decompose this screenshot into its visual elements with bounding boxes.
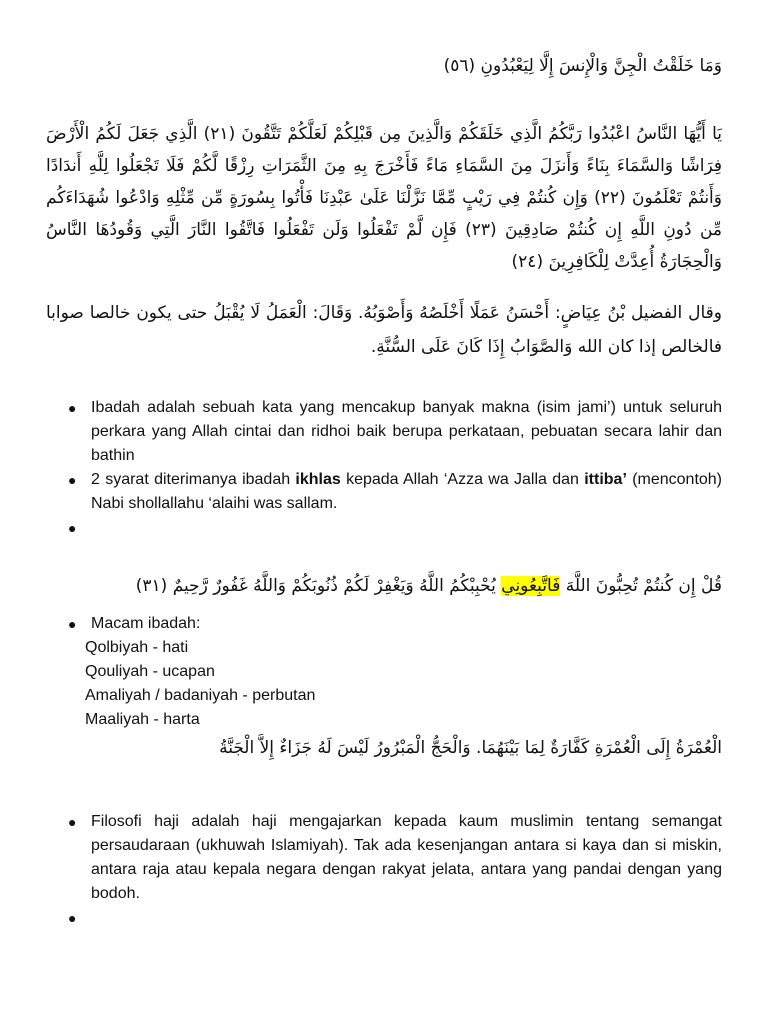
list-item xyxy=(46,396,722,468)
bullet-icon: ● xyxy=(68,472,77,488)
list-line: Qolbiyah - hati xyxy=(85,639,189,656)
bullet-icon: ● xyxy=(68,616,77,632)
list-line: Maaliyah - harta xyxy=(85,711,200,728)
macam-ibadah-lines xyxy=(85,636,315,732)
bullet-icon: ● xyxy=(68,520,77,536)
highlighted-word: فَاتَّبِعُونِي xyxy=(501,576,561,596)
list-item-text: Ibadah adalah sebuah kata yang mencakup banyak makna (isim jami’) untuk seluruh perkara yang Allah cintai dan ridhoi baik berupa perkataan, pebuatan secara lahir dan bathin xyxy=(91,399,722,464)
bullet-list-ibadah xyxy=(46,396,722,540)
ikhlas-term: ikhlas xyxy=(295,471,341,488)
bullet-list-macam xyxy=(46,612,722,636)
verse-31-part: قُلْ إِن كُنتُمْ تُحِبُّونَ اللَّهَ xyxy=(560,576,722,596)
bullet-icon: ● xyxy=(68,400,77,416)
ittiba-term: ittiba’ xyxy=(584,471,627,488)
list-item xyxy=(46,810,722,906)
list-item-empty xyxy=(46,516,722,540)
bullet-icon: ● xyxy=(68,814,77,830)
list-item-empty xyxy=(46,906,722,930)
list-item-text: 2 syarat diterimanya ibadah xyxy=(91,471,296,488)
list-heading: Macam ibadah: xyxy=(91,615,201,632)
list-line: Amaliyah / badaniyah - perbutan xyxy=(85,687,316,704)
list-item-text: (mencontoh) Nabi shollallahu ‘alaihi was sallam. xyxy=(91,471,723,512)
verse-31 xyxy=(46,570,722,602)
verse-56: وَمَا خَلَقْتُ الْجِنَّ وَالْإِنسَ إِلَّا لِيَعْبُدُونِ (٥٦) xyxy=(443,56,722,76)
list-item xyxy=(46,612,722,636)
list-item xyxy=(46,468,722,516)
list-item-text: kepada Allah ‘Azza wa Jalla dan xyxy=(340,471,585,488)
bullet-list-haji xyxy=(46,810,722,930)
list-item-text: Filosofi haji adalah haji mengajarkan kepada kaum muslimin tentang semangat persaudaraan (ukhuwah Islamiyah). Tak ada kesenjangan antara si kaya dan si miskin, antara raja atau kepala negara dengan rakyat jelata, antara yang pandai dengan yang bodoh. xyxy=(91,813,722,902)
verse-31-part: يُحْبِبْكُمُ اللَّهُ وَيَغْفِرْ لَكُمْ ذُنُوبَكُمْ وَاللَّهُ غَفُورٌ رَّحِيمٌ (٣١) xyxy=(135,576,502,596)
verses-21-24: يَا أَيُّهَا النَّاسُ اعْبُدُوا رَبَّكُمُ الَّذِي خَلَقَكُمْ وَالَّذِينَ مِن قَبْلِكُمْ لَعَلَّكُمْ تَتَّقُونَ (٢١) الَّذِي جَعَلَ لَكُمُ الْأَرْضَ فِرَاشًا وَالسَّمَاءَ بِنَاءً وَأَنزَلَ مِنَ السَّمَاءِ مَاءً فَأَخْرَجَ بِهِ مِنَ الثَّمَرَاتِ رِزْقًا لَّكُمْ فَلَا تَجْعَلُوا لِلَّهِ أَندَادًا وَأَنتُمْ تَعْلَمُونَ (٢٢) وَإِن كُنتُمْ فِي رَيْبٍ مِّمَّا نَزَّلْنَا عَلَىٰ عَبْدِنَا فَأْتُوا بِسُورَةٍ مِّن مِّثْلِهِ وَادْعُوا شُهَدَاءَكُم مِّن دُونِ اللَّهِ إِن كُنتُمْ صَادِقِينَ (٢٣) فَإِن لَّمْ تَفْعَلُوا وَلَن تَفْعَلُوا فَاتَّقُوا النَّارَ الَّتِي وَقُودُهَا النَّاسُ وَالْحِجَارَةُ أُعِدَّتْ لِلْكَافِرِينَ (٢٤) xyxy=(46,124,723,272)
bullet-icon: ● xyxy=(68,910,77,926)
list-line: Qouliyah - ucapan xyxy=(85,663,215,680)
hadith-umrah: الْعُمْرَةُ إِلَى الْعُمْرَةِ كَفَّارَةٌ لِمَا بَيْنَهُمَا. وَالْحَجُّ الْمَبْرُورُ لَيْسَ لَهُ جَزَاءٌ إِلاَّ الْجَنَّةُ xyxy=(219,738,722,758)
fudhail-quote: وقال الفضيل بْنُ عِيَاضٍ: أَحْسَنُ عَمَلًا أَخْلَصُهُ وَأَصْوَبُهُ. وَقَالَ: الْعَمَلُ لَا يُقْبَلُ حتى يكون خالصا صوابا فالخالص إذا كان الله وَالصَّوَابُ إِذَا كَانَ عَلَى السُّنَّةِ. xyxy=(46,303,722,357)
